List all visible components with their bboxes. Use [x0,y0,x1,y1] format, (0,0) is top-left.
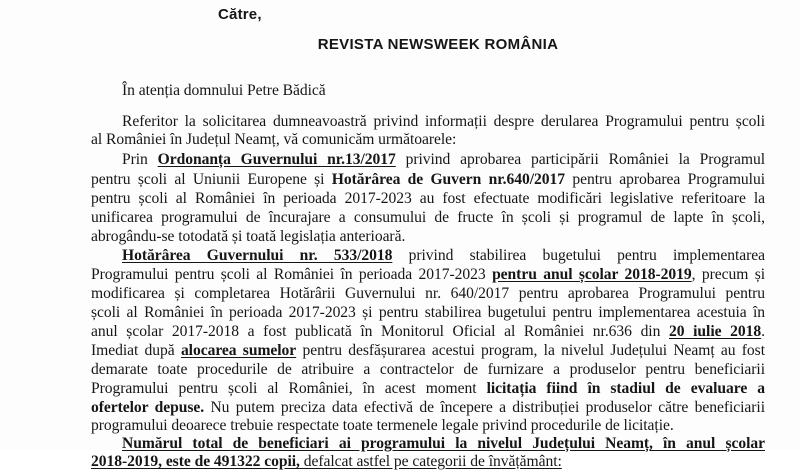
p3-text: , precum și [691,266,766,283]
p3-text: privind stabilirea bugetului pentru implementarea [392,247,765,264]
paragraph-2-line-2 [91,170,765,190]
p2-text: pentru școli al Uniunii Europene și [91,171,332,188]
funds-allocation: alocarea sumelor [180,342,297,359]
ordinance-reference: Ordonanța Guvernului nr.13/2017 [157,151,396,168]
paragraph-4-line-5: programului deoarece trebuie respectate toate termenele legale privind procedurile de licitație. [91,417,674,434]
paragraph-3-line-5 [91,322,765,342]
recipient-name [0,36,800,53]
publication-date: 20 iulie 2018 [669,323,762,340]
p2-text: pentru aprobarea Programului [565,171,765,188]
p4-text: Nu putem preciza data efectivă de începere a distribuției produselor către beneficiarii [204,399,765,416]
attention-line: În atenția domnului Petre Bădică [122,82,326,99]
p4-text: Imediat după [91,342,181,359]
paragraph-4-line-4 [91,398,765,418]
paragraph-3-line-3: modificarea și completarea Hotărârii Guvernului nr. 640/2017 pentru aprobarea Programului pentru [91,285,765,302]
p3-text: Programului pentru școli al României în perioada 2017-2023 [91,266,493,283]
paragraph-3-line-1 [122,246,765,266]
paragraph-5-line-2 [91,452,765,472]
school-year-highlight: pentru anul școlar 2018-2019 [492,266,692,283]
p4-text: pentru desfășurarea acestui program, la nivelul Județului Neamț au fost [296,342,765,359]
paragraph-2-line-5: abrogându-se totodată și toată legislația anterioară. [91,228,406,245]
p4-text: Programului pentru școli al României, în acest moment [91,380,487,397]
p5-text: defalcat astfel pe categorii de învățământ: [299,453,562,470]
p2-text: privind aprobarea participării României la Programul [395,151,765,168]
p2-text: Prin [122,151,158,168]
government-decision-640: Hotărârea de Guvern nr.640/2017 [331,171,566,188]
paragraph-1-line-1: Referitor la solicitarea dumneavoastră privind informații despre derularea Programului pentru școli [122,113,765,130]
paragraph-3-line-2 [91,265,765,285]
salutation-to: Către, [218,6,262,23]
offers-submitted: ofertelor depuse. [91,399,205,416]
paragraph-5-line-1 [122,434,765,454]
government-decision-533: Hotărârea Guvernului nr. 533/2018 [122,247,393,264]
paragraph-4-line-3 [91,379,765,399]
paragraph-2-line-1 [122,150,765,170]
paragraph-3-line-4: școli al României în perioada 2017-2023 și pentru stabilirea bugetului pentru implementarea acestuia în [91,304,765,321]
tender-status: licitația fiind în stadiul de evaluare a [486,380,766,397]
paragraph-2-line-4: unificarea programului de încurajare a consumului de fructe în școli și programul de lapte în școli, [91,209,765,226]
beneficiaries-count: 2018-2019, este de 491322 copii, [91,453,300,470]
paragraph-2-line-3: pentru școli al României în perioada 2017-2023 au fost efectuate modificări legislative referitoare la [91,190,765,207]
recipient-text: REVISTA NEWSWEEK ROMÂNIA [317,36,559,53]
p3-text: . [761,323,765,340]
p3-text: anul școlar 2017-2018 a fost publicată în Monitorul Oficial al României nr.636 din [91,323,669,340]
paragraph-4-line-1 [91,341,765,361]
paragraph-1-line-2: al României în Județul Neamț, vă comunicăm următoarele: [91,131,457,148]
beneficiaries-total-heading: Numărul total de beneficiari ai programului la nivelul Județului Neamț, în anul școlar [122,435,765,452]
paragraph-4-line-2: demarate toate procedurile de atribuire a contractelor de furnizare a produselor pentru beneficiarii [91,361,765,378]
